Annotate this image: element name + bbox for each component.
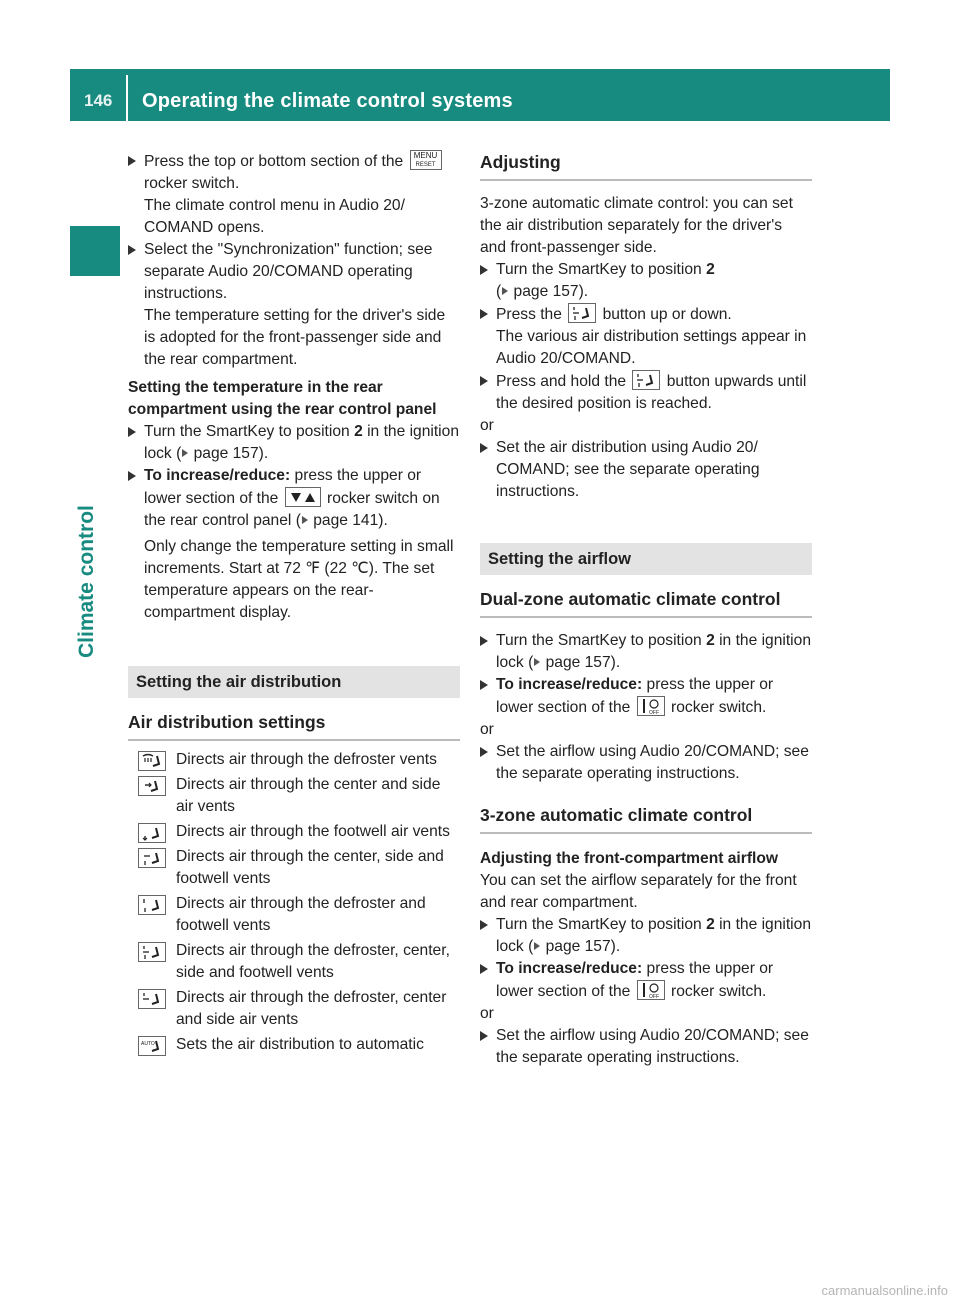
front-airflow-heading: Adjusting the front-compartment airflow [480, 850, 779, 867]
step-press-menu: Press the top or bottom section of the MENU RESET rocker switch. The climate control menu in Audio 20/ COMAND opens. [128, 150, 460, 239]
section-air-distribution: Setting the air distribution [128, 666, 460, 698]
dist-row-defroster: Directs air through the defroster vents [128, 749, 460, 771]
center-side-footwell-icon [138, 848, 166, 868]
air-distribution-button-icon [568, 303, 596, 323]
front-step-increase: To increase/reduce: press the upper or lower section of the OFF rocker switch. [480, 958, 812, 1003]
step-arrow-icon [480, 636, 488, 646]
dist-row-footwell: Directs air through the footwell air vents [128, 821, 460, 843]
step-arrow-icon [480, 376, 488, 386]
or-text: or [480, 1005, 494, 1022]
footer-watermark: carmanualsonline.info [821, 1283, 948, 1298]
dist-row-center-side: Directs air through the center and side air vents [128, 774, 460, 818]
step-arrow-icon [480, 680, 488, 690]
adj-step-audio: Set the air distribution using Audio 20/ COMAND; see the separate operating instructions. [480, 437, 812, 503]
adj-step-smartkey: Turn the SmartKey to position 2 ( page 157). [480, 259, 812, 303]
page-number: 146 [84, 91, 113, 110]
defroster-center-side-footwell-icon [138, 942, 166, 962]
page-ref-icon [534, 942, 540, 950]
page-ref-icon [302, 516, 308, 524]
front-step-audio: Set the airflow using Audio 20/COMAND; see the separate operating instructions. [480, 1025, 812, 1069]
temperature-down-up-icon [285, 487, 321, 507]
step-arrow-icon [128, 156, 136, 166]
svg-text:OFF: OFF [648, 710, 659, 715]
air-distribution-button-icon [632, 370, 660, 390]
dual-zone-heading: Dual-zone automatic climate control [480, 587, 812, 618]
or-text: or [480, 721, 494, 738]
defroster-footwell-icon [138, 895, 166, 915]
step-result: The temperature setting for the driver's side is adopted for the front-passenger side and the rear compartment. [144, 307, 446, 368]
step-arrow-icon [480, 920, 488, 930]
step-smartkey: Turn the SmartKey to position 2 in the ignition lock ( page 157). [128, 421, 460, 465]
step-arrow-icon [128, 427, 136, 437]
dual-step-audio: Set the airflow using Audio 20/COMAND; see the separate operating instructions. [480, 741, 812, 785]
auto-distribution-icon [138, 1036, 166, 1056]
step-note: Only change the temperature setting in small increments. Start at 72 ℉ (22 ℃). The set temperature appears on the rear-compartment display. [144, 538, 454, 621]
svg-text:OFF: OFF [648, 994, 659, 999]
page-ref-icon [534, 658, 540, 666]
dist-row-all-vents: Directs air through the defroster, center, side and footwell vents [128, 940, 460, 984]
step-synchronization: Select the "Synchronization" function; see separate Audio 20/COMAND operating instructions. The temperature setting for the driver's side is adopted for the front-passenger side and the rear compartment. [128, 239, 460, 371]
step-arrow-icon [480, 309, 488, 319]
chapter-label: Climate control [75, 505, 98, 658]
step-result: The various air distribution settings appear in Audio 20/COMAND. [496, 328, 807, 367]
right-column [480, 150, 812, 1069]
step-arrow-icon [480, 265, 488, 275]
air-distribution-heading: Air distribution settings [128, 710, 460, 741]
menu-reset-icon: MENU RESET [410, 150, 442, 170]
front-airflow-intro: You can set the airflow separately for the front and rear compartment. [480, 872, 797, 911]
page-ref-icon [182, 449, 188, 457]
center-side-vents-icon [138, 776, 166, 796]
dist-row-center-side-footwell: Directs air through the center, side and footwell vents [128, 846, 460, 890]
step-result: The climate control menu in Audio 20/ COMAND opens. [144, 197, 405, 236]
step-arrow-icon [128, 471, 136, 481]
or-text: or [480, 417, 494, 434]
step-arrow-icon [480, 443, 488, 453]
header-divider [126, 75, 128, 121]
chapter-marker [70, 226, 120, 276]
airflow-fan-icon [637, 696, 665, 716]
defroster-center-side-icon [138, 989, 166, 1009]
adj-step-hold: Press and hold the button upwards until the desired position is reached. [480, 370, 812, 415]
page-header [70, 69, 890, 121]
footwell-icon [138, 823, 166, 843]
page-title: Operating the climate control systems [142, 90, 513, 112]
dist-row-defroster-center-side: Directs air through the defroster, center and side air vents [128, 987, 460, 1031]
step-arrow-icon [128, 245, 136, 255]
step-arrow-icon [480, 964, 488, 974]
three-zone-heading: 3-zone automatic climate control [480, 803, 812, 834]
defroster-icon [138, 751, 166, 771]
rear-panel-heading: Setting the temperature in the rear compartment using the rear control panel [128, 379, 437, 418]
air-distribution-list [128, 749, 460, 1056]
adj-step-press: Press the button up or down. The various air distribution settings appear in Audio 20/COMAND. [480, 303, 812, 370]
step-increase-reduce: To increase/reduce: press the upper or lower section of the rocker switch on the rear control panel ( page 141). Only change the temperature setting in small increments. Start at 72 ℉ (22 ℃). The set temperature appears on the rear-compartment display. [128, 465, 460, 624]
left-column [128, 150, 460, 1059]
step-arrow-icon [480, 1031, 488, 1041]
dist-row-automatic: AUTO Sets the air distribution to automatic [128, 1034, 460, 1056]
step-arrow-icon [480, 747, 488, 757]
section-airflow: Setting the airflow [480, 543, 812, 575]
airflow-fan-icon [637, 980, 665, 1000]
dual-step-increase: To increase/reduce: press the upper or lower section of the OFF rocker switch. [480, 674, 812, 719]
svg-text:AUTO: AUTO [141, 1041, 155, 1047]
page-ref-icon [502, 287, 508, 295]
front-step-smartkey: Turn the SmartKey to position 2 in the ignition lock ( page 157). [480, 914, 812, 958]
dist-row-defroster-footwell: Directs air through the defroster and footwell vents [128, 893, 460, 937]
adjusting-heading: Adjusting [480, 150, 812, 181]
adjusting-intro: 3-zone automatic climate control: you can set the air distribution separately for the driver's and front-passenger side. [480, 195, 793, 256]
dual-step-smartkey: Turn the SmartKey to position 2 in the ignition lock ( page 157). [480, 630, 812, 674]
